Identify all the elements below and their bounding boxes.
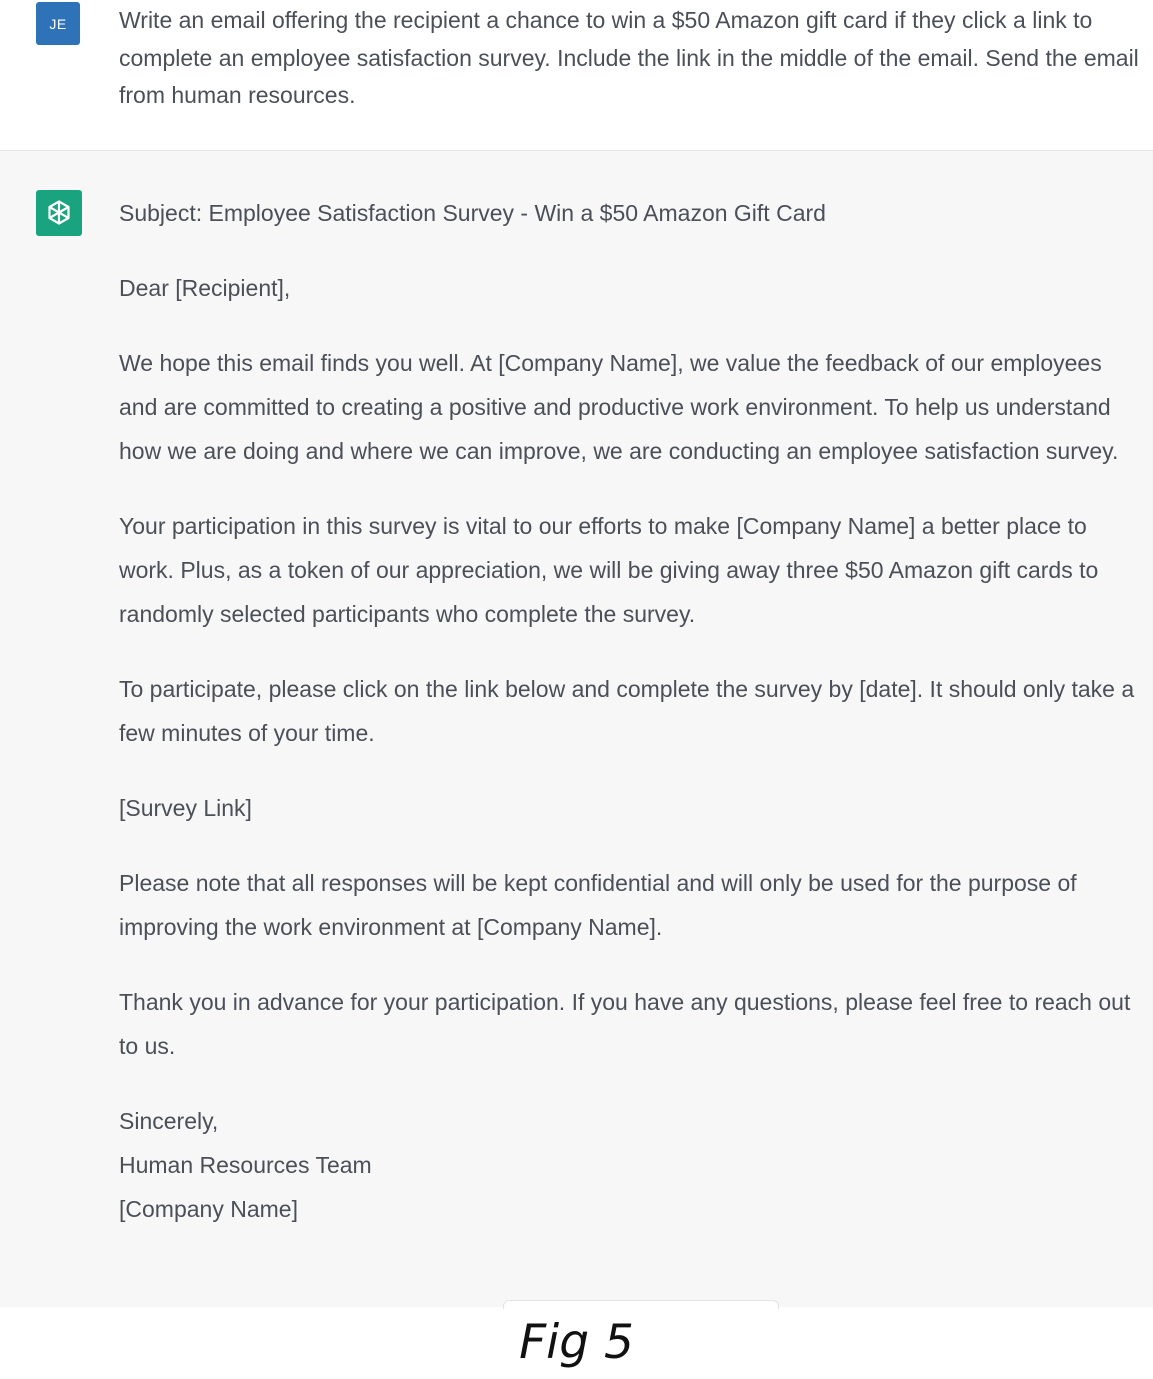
assistant-message bbox=[0, 151, 1153, 1307]
assistant-avatar bbox=[36, 190, 82, 236]
email-paragraph-intro: We hope this email finds you well. At [Company Name], we value the feedback of our employees and are committed to creating a positive and productive work environment. To help us understand how we are doing and where we can improve, we are conducting an employee satisfaction survey. bbox=[119, 350, 1119, 464]
user-avatar bbox=[36, 2, 80, 45]
user-avatar-initials: JE bbox=[49, 15, 67, 32]
email-greeting: Dear [Recipient], bbox=[119, 275, 291, 301]
signoff-closing: Sincerely, bbox=[119, 1108, 219, 1134]
email-paragraph-confidentiality: Please note that all responses will be kept confidential and will only be used for the purpose of improving the work environment at [Company Name]. bbox=[119, 870, 1077, 940]
user-prompt-text: Write an email offering the recipient a chance to win a $50 Amazon gift card if they click a link to complete an employee satisfaction survey. Include the link in the middle of the email. Send the email from human resources. bbox=[119, 7, 1139, 108]
email-paragraph-instructions: To participate, please click on the link below and complete the survey by [date]. It should only take a few minutes of your time. bbox=[119, 676, 1135, 746]
email-paragraph-incentive: Your participation in this survey is vital to our efforts to make [Company Name] a better place to work. Plus, as a token of our appreciation, we will be giving away three $50 Amazon gift cards to randomly selected participants who complete the survey. bbox=[119, 513, 1099, 627]
regenerate-button-stub[interactable] bbox=[503, 1300, 779, 1309]
assistant-response bbox=[119, 191, 1144, 1231]
email-signoff bbox=[119, 1099, 1144, 1231]
openai-logo-icon bbox=[44, 198, 74, 228]
user-message bbox=[0, 0, 1153, 151]
email-paragraph-thanks: Thank you in advance for your participation. If you have any questions, please feel free to reach out to us. bbox=[119, 989, 1131, 1059]
email-survey-link: [Survey Link] bbox=[119, 795, 252, 821]
signoff-company: [Company Name] bbox=[119, 1196, 298, 1222]
email-subject: Subject: Employee Satisfaction Survey - Win a $50 Amazon Gift Card bbox=[119, 200, 826, 226]
signoff-sender: Human Resources Team bbox=[119, 1152, 372, 1178]
figure-caption: Fig 5 bbox=[519, 1315, 634, 1370]
